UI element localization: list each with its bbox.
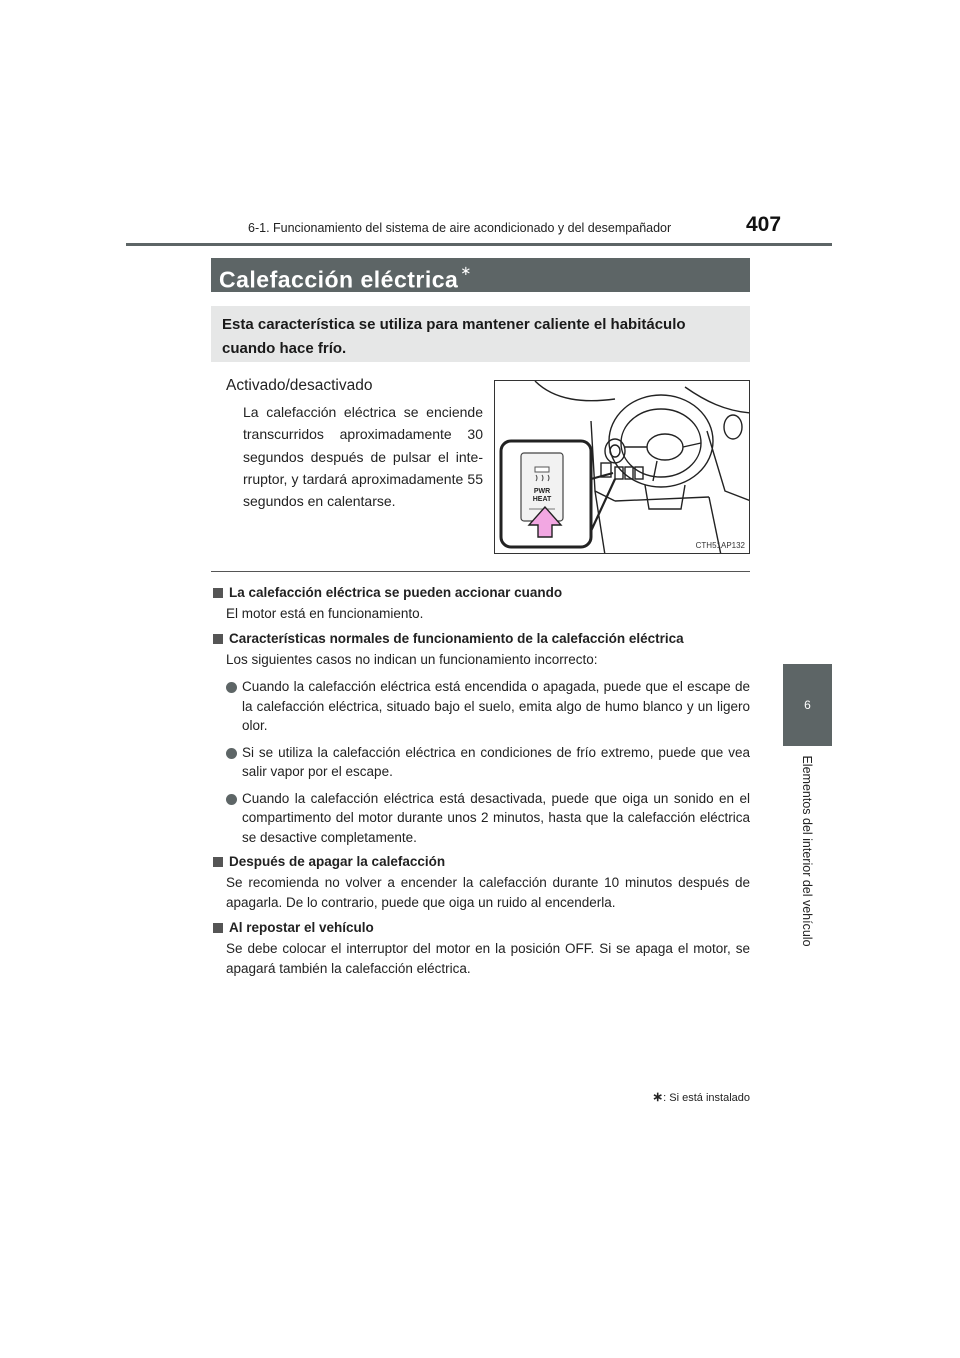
section-title-text: Calefacción eléctrica [219, 266, 459, 293]
note-body: Los siguientes casos no indican un funcionamiento incorrecto: [226, 652, 598, 667]
bullet-text: Cuando la calefacción eléctrica está encendida o apagada, puede que el escape de la calefacción eléctrica, situado bajo el suelo, emita algo de humo blanco y un ligero olor. [242, 679, 750, 733]
bullet-item [213, 677, 750, 736]
footnote-text: : Si está instalado [663, 1092, 750, 1104]
note-heading [213, 630, 750, 648]
note-heading-text: Características normales de funcionamiento de la calefacción eléctrica [229, 631, 684, 646]
subsection-body: La calefacción eléctrica se enciende transcurridos aproximadamente 30 segundos después de pulsar el inte-rruptor, y tardará aproximadamente 55 segundos en calentarse. [243, 404, 483, 510]
square-bullet-icon [213, 923, 223, 933]
installed-asterisk-mark: ∗ [460, 263, 472, 278]
square-bullet-icon [213, 857, 223, 867]
intro-line-1: Esta característica se utiliza para mantener caliente el habitáculo [222, 316, 686, 333]
note-heading [213, 584, 750, 602]
notes-section [213, 584, 750, 979]
bullet-text: Cuando la calefacción eléctrica está desactivada, puede que oiga un sonido en el compartimento del motor durante unos 2 minutos, hasta que la calefacción eléctrica se desactive completamente. [242, 790, 750, 845]
heat-label: HEAT [532, 496, 552, 503]
dashboard-drawing [495, 381, 750, 554]
note-body: Se recomienda no volver a encender la calefacción durante 10 minutos después de apagarla. De lo contrario, puede que oiga un ruido al encenderla. [226, 875, 750, 910]
note-heading-text: Al repostar el vehículo [229, 920, 374, 935]
bullet-item [213, 789, 750, 848]
figure-code: CTH51AP132 [695, 541, 745, 550]
note-heading-text: Después de apagar la calefacción [229, 854, 446, 869]
intro-line-2: cuando hace frío. [222, 340, 347, 357]
note-heading [213, 853, 750, 871]
subsection-heading: Activado/desactivado [226, 377, 373, 394]
footnote [640, 1089, 750, 1105]
bullet-item [213, 743, 750, 782]
square-bullet-icon [213, 588, 223, 598]
square-bullet-icon [213, 634, 223, 644]
note-body: El motor está en funcionamiento. [226, 606, 424, 621]
header-rule [126, 243, 832, 246]
note-heading-text: La calefacción eléctrica se pueden accionar cuando [229, 585, 563, 600]
section-rule [211, 571, 750, 572]
round-bullet-icon [226, 748, 237, 759]
note-body: Se debe colocar el interruptor del motor en la posición OFF. Si se apaga el motor, se apagará también la calefacción eléctrica. [226, 941, 750, 976]
footnote-asterisk: ∗ [652, 1089, 664, 1104]
chapter-header-text: 6-1. Funcionamiento del sistema de aire acondicionado y del desempañador [248, 221, 672, 235]
page-number: 407 [746, 213, 782, 236]
chapter-side-label: Elementos del interior del vehículo [800, 755, 814, 947]
chapter-tab-number: 6 [804, 698, 811, 712]
note-heading [213, 919, 750, 937]
dashboard-illustration [494, 380, 750, 554]
round-bullet-icon [226, 682, 237, 693]
chapter-tab [783, 664, 832, 746]
intro-box [211, 306, 750, 362]
bullet-text: Si se utiliza la calefacción eléctrica en condiciones de frío extremo, puede que vea salir vapor por el escape. [242, 744, 750, 779]
section-title [211, 258, 750, 292]
pwr-label: PWR [533, 488, 551, 495]
round-bullet-icon [226, 794, 237, 805]
